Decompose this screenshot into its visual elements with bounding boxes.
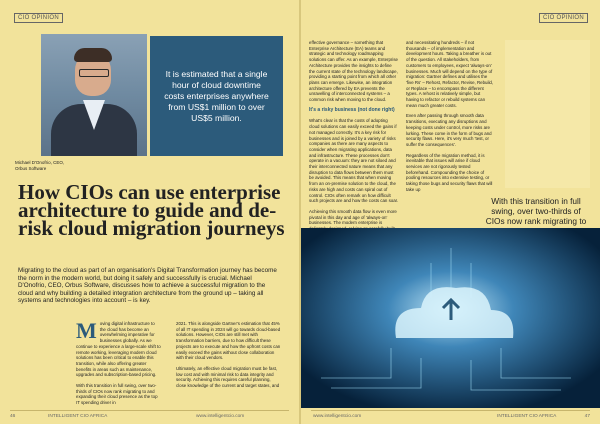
body-paragraph: Ultimately, an effective cloud migration must be fast, low cost and with minimal risk to data integrity and security. Achieving this requires careful planning, close knowledge of the current and target states, and (176, 365, 280, 389)
magazine-name-right: INTELLIGENT CIO AFRICA (497, 414, 557, 419)
column-spacer (505, 40, 590, 188)
body-column-2 (176, 321, 281, 394)
section-tag: CIO OPINION (539, 13, 588, 23)
footer-rule (311, 410, 590, 411)
quote-text: It is estimated that a single hour of cloud downtime costs enterprises anywhere from US$1 million to over US$5 million. (164, 68, 269, 123)
website-left: www.intelligentcio.com (196, 414, 245, 419)
article-title: How CIOs can use enterprise architecture to guide and de-risk cloud migration journeys (18, 180, 285, 240)
page-number-right: 47 (584, 414, 590, 419)
body-paragraph: oving digital infrastructure to the cloud has become an overwhelming imperative for businesses globally. As we continue to experience a large-scale shift to remote working, leveraging modern cloud solutions has been critical to enable this transition, while also offering greater benefits in areas such as maintenance, upgrades and subscription-based pricing. (76, 321, 161, 378)
magazine-name-left: INTELLIGENT CIO AFRICA (48, 414, 108, 419)
body-paragraph: effective governance – something that Enterprise Architecture (EA) teams and strategic and technology roadmapping solutions can offer. As an example, Enterprise Architecture provides the insights to define the current state of the technology landscape, providing a starting point from which all other plans can emerge. Likewise, an integration architecture offered by EA prevents the unravelling of interconnected systems – a common risk when moving to the cloud. (309, 40, 399, 103)
footer-rule (10, 410, 289, 411)
section-subheading: It's a risky business (not done right) (309, 106, 395, 113)
body-column-4 (406, 40, 494, 198)
body-column-1 (76, 318, 161, 411)
author-photo (41, 34, 147, 156)
body-paragraph: 2021. This is alongside Gartner's estimation that 45% of all IT spending in 2024 will go towards cloud-based solutions. However, CIOs are still met with transformation barriers, due to how difficult these projects are to execute and how the upfront costs can easily exceed the gains without close collaboration with their cloud vendors. (176, 321, 281, 361)
photo-glasses (79, 69, 109, 77)
quote-box (150, 36, 283, 156)
body-paragraph: Achieving this smooth data flow is even more pivotal in this day and age of 'always-on' businesses. The modern enterprise is (309, 208, 397, 226)
page-number-left: 46 (10, 414, 16, 419)
section-tag: CIO OPINION (14, 13, 63, 23)
body-paragraph: and necessitating hundreds – if not thousands – of implementation and development hours. Taking a breather is out of the question. All stakeholders, from customers to employees, expect 'always-on' businesses. Much will depend on the type of migration: Gartner defines and utilises the 'five Rs' – Rehost, Refactor, Revise, Rebuild, or Replace – to encompass the different types. A rehost is relatively simple, but having to refactor or rebuild systems can mean much greater costs. (406, 40, 494, 108)
article-intro: Migrating to the cloud as part of an organisation's Digital Transformation journey has become the norm in the modern world, but doing it safely and successfully is crucial. Michael D'Onofrio, CEO, Orbus Software, discusses how to achieve a successful migration to the cloud and why building a detailed integration architecture from the ground up – taking all systems and technologies into account – is key. (18, 267, 277, 304)
pull-quote: With this transition in full swing, over two-thirds of CIOs now rank migrating to (485, 196, 587, 227)
body-paragraph: With this transition in full swing, over two-thirds of CIOs now rank migrating to and expanding their cloud presence as the top IT spending driver in (76, 383, 158, 406)
drop-cap: M (76, 318, 97, 343)
body-paragraph: Even after passing through smooth data transitions, executing any disruptions and keeping costs under control, more risks are lurking. These come in the form of bugs and security flaws. Here, it's very much 'test, or suffer the consequences'. (406, 113, 492, 147)
photo-hair (74, 48, 112, 62)
website-right: www.intelligentcio.com (313, 414, 362, 419)
right-page (301, 0, 600, 424)
body-paragraph: What's clear is that the costs of adopting cloud solutions can easily exceed the gains if not managed correctly. It's a key risk for businesses and is joined by a variety of risks companies as there are many aspects to consider when migrating applications, data and infrastructure. These processes don't operate in a vacuum: they are not siloed and their interconnected nature means that any disruption to data flows between them must be avoided. This means that when moving from an on-premise solution to the cloud, the risks are high and costs can spiral out of control. CIOs often remark on how difficult such projects are and how the costs can soar. (309, 118, 399, 204)
photo-caption: Michael D'Onofrio, CEO, Orbus Software (15, 160, 65, 171)
left-page (0, 0, 299, 424)
body-paragraph: Regardless of the migration method, it is inevitable that issues will arise if cloud services are not rigorously tested beforehand. Compounding the choice of pooling resources into extensive testing, or taking those bugs and security flaws that will take up (406, 152, 493, 192)
cloud-illustration (301, 228, 600, 408)
